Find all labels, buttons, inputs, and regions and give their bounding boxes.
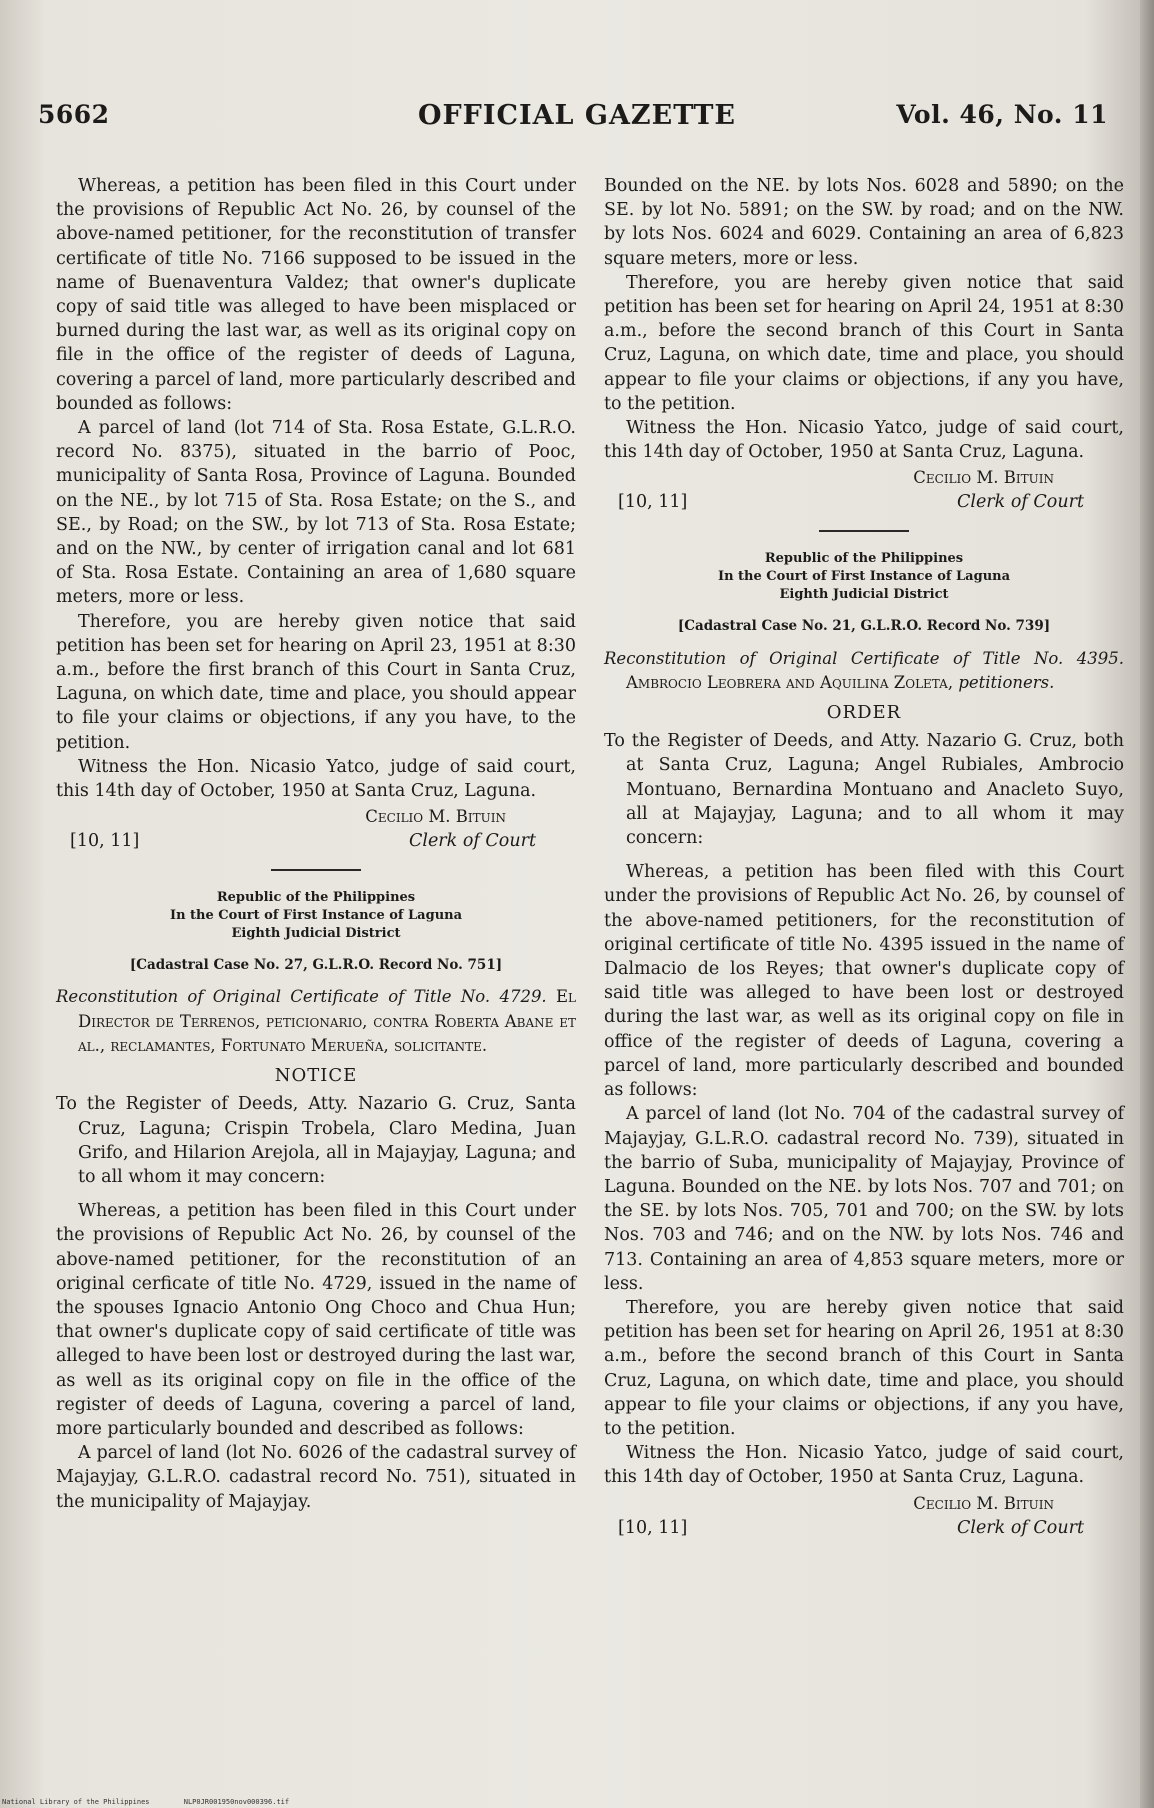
section-heading: NOTICE [274, 1065, 358, 1087]
caption-role: petitioners. [958, 672, 1055, 692]
case-number: [Cadastral Case No. 27, G.L.R.O. Record No. 751] [129, 957, 503, 974]
paragraph: Therefore, you are hereby given notice that said petition has been set for hearing on April 23, 1951 at 8:30 a.m., before the first branch of this Court in Santa Cruz, Laguna, on which date, time and place, you should appear to file your claims or objections, if any you have, to the petition. [56, 611, 576, 753]
paragraph: Witness the Hon. Nicasio Yatco, judge of said court, this 14th day of October, 1950 at Santa Cruz, Laguna. [56, 756, 576, 802]
paragraph: A parcel of land (lot No. 6026 of the cadastral survey of Majayjay, G.L.R.O. cadastral record No. 751), situated in the municipality of Majayjay. [56, 1443, 576, 1512]
paragraph: Witness the Hon. Nicasio Yatco, judge of said court, this 14th day of October, 1950 at Santa Cruz, Laguna. [604, 1443, 1124, 1488]
case-number: [Cadastral Case No. 21, G.L.R.O. Record No. 739] [677, 618, 1051, 635]
court-line: Eighth Judicial District [231, 926, 401, 942]
volume-number: Vol. 46, No. 11 [896, 100, 1108, 129]
section-divider [819, 530, 909, 532]
paragraph: A parcel of land (lot No. 704 of the cadastral survey of Majayjay, G.L.R.O. cadastral record No. 739), situated in the barrio of Suba, municipality of Majayjay, Province of Laguna. Bounded on the NE. by lots Nos. 707 and 701; on the SE. by lots Nos. 705, 701 and 700; on the SW. by lots Nos. 703 and 746; and on the NW. by lots Nos. 746 and 713. Containing an area of 4,853 square meters, more or less. [604, 1104, 1124, 1294]
signatory-title: Clerk of Court [956, 492, 1084, 513]
paragraph: Therefore, you are hereby given notice that said petition has been set for hearing on April 24, 1951 at 8:30 a.m., before the second branch of this Court in Santa Cruz, Laguna, on which date, time and place, you should appear to file your claims or objections, if any you have, to the petition. [604, 272, 1124, 414]
issue-reference: [10, 11] [618, 492, 688, 513]
paragraph: Witness the Hon. Nicasio Yatco, judge of said court, this 14th day of October, 1950 at Santa Cruz, Laguna. [604, 418, 1124, 463]
signature-block [604, 1492, 1124, 1542]
page-number: 5662 [38, 100, 110, 129]
paragraph: Whereas, a petition has been filed in this Court under the provisions of Republic Act No. 26, by counsel of the above-named petitioner, for the reconstitution of transfer certificate of title No. 7166 supposed to be issued in the name of Buenaventura Valdez; that owner's duplicate copy of said title was alleged to have been misplaced or burned during the last war, as well as its original copy on file in the office of the register of deeds of Laguna, covering a parcel of land, more particularly described and bounded as follows: [56, 176, 576, 414]
issue-reference: [10, 11] [618, 1517, 688, 1538]
library-credit: National Library of the Philippines [2, 1798, 150, 1806]
signature-block [604, 466, 1124, 516]
paragraph: Whereas, a petition has been filed with this Court under the provisions of Republic Act No. 26, by counsel of the above-named petitioners, for the reconstitution of original certificate of title No. 4395 issued in the name of Dalmacio de los Reyes; that owner's duplicate copy of said title was alleged to have been lost or destroyed during the last war, as well as its original copy on file in office of the register of deeds of Laguna, covering a parcel of land, more particularly described and bounded as follows: [604, 862, 1124, 1101]
caption-title: Reconstitution of Original Certificate of Title No. 4729. [56, 987, 547, 1007]
signatory-title: Clerk of Court [408, 831, 536, 852]
case-caption [604, 647, 1124, 695]
left-column [56, 174, 576, 1514]
court-line: Republic of the Philippines [216, 890, 416, 906]
gazette-title: OFFICIAL GAZETTE [417, 100, 737, 131]
case-caption [56, 985, 576, 1058]
addressees: To the Register of Deeds, and Atty. Nazario G. Cruz, both at Santa Cruz, Laguna; Angel Rubiales, Ambrocio Montuano, Bernardina Montuano and Anacleto Suyo, all at Majayjay, Laguna; and to all whom it may concern: [604, 731, 1124, 849]
right-column [604, 174, 1124, 1542]
signature-block [56, 805, 576, 855]
section-heading: ORDER [826, 702, 902, 724]
caption-parties: Ambrocio Leobrera and Aquilina Zoleta, [626, 672, 954, 692]
court-line: Republic of the Philippines [764, 551, 964, 567]
issue-reference: [10, 11] [70, 831, 140, 852]
paragraph: Bounded on the NE. by lots Nos. 6028 and 5890; on the SE. by lot No. 5891; on the SW. by road; and on the NW. by lots Nos. 6024 and 6029. Containing an area of 6,823 square meters, more or less. [604, 176, 1124, 269]
caption-title: Reconstitution of Original Certificate of Title No. 4395. [604, 648, 1124, 668]
signatory-name: Cecilio M. Bituin [913, 468, 1054, 488]
addressees: To the Register of Deeds, Atty. Nazario G. Cruz, Santa Cruz, Laguna; Crispin Trobela, Claro Medina, Juan Grifo, and Hilarion Arejola, all in Majayjay, Laguna; and to all whom it may concern: [56, 1094, 576, 1187]
signatory-name: Cecilio M. Bituin [365, 807, 506, 827]
signatory-title: Clerk of Court [956, 1517, 1084, 1538]
signatory-name: Cecilio M. Bituin [913, 1493, 1054, 1513]
scan-filename: NLP0JR001950nov000396.tif [183, 1798, 290, 1806]
section-divider [271, 869, 361, 871]
paragraph: A parcel of land (lot 714 of Sta. Rosa Estate, G.L.R.O. record No. 8375), situated in the barrio of Pooc, municipality of Santa Rosa, Province of Laguna. Bounded on the NE., by lot 715 of Sta. Rosa Estate; on the S., and SE., by Road; on the SW., by lot 713 of Sta. Rosa Estate; and on the NW., by center of irrigation canal and lot 681 of Sta. Rosa Estate. Containing an area of 1,680 square meters, more or less. [56, 418, 576, 608]
page-edge-shadow [1140, 0, 1154, 1808]
paragraph: Whereas, a petition has been filed in this Court under the provisions of Republic Act No. 26, by counsel of the above-named petitioner, for the reconstitution of an original cerficate of title No. 4729, issued in the name of the spouses Ignacio Antonio Ong Choco and Chua Hun; that owner's duplicate copy of said certificate of title was alleged to have been lost or destroyed during the last war, as well as its original copy on file in the office of the register of deeds of Laguna, covering a parcel of land, more particularly bounded and described as follows: [56, 1201, 576, 1439]
paragraph: Therefore, you are hereby given notice that said petition has been set for hearing on April 26, 1951 at 8:30 a.m., before the second branch of this Court in Santa Cruz, Laguna, on which date, time and place, you should appear to file your claims or objections, if any you have, to the petition. [604, 1297, 1124, 1439]
scan-footer [2, 1798, 319, 1806]
caption-parties: El Director de Terrenos, peticionario, contra Roberta Abane et al., reclamantes, Fortunato Merueña, solicitante. [78, 987, 576, 1055]
court-line: In the Court of First Instance of Laguna [717, 569, 1011, 585]
court-line: Eighth Judicial District [779, 587, 949, 603]
court-line: In the Court of First Instance of Laguna [169, 908, 463, 924]
